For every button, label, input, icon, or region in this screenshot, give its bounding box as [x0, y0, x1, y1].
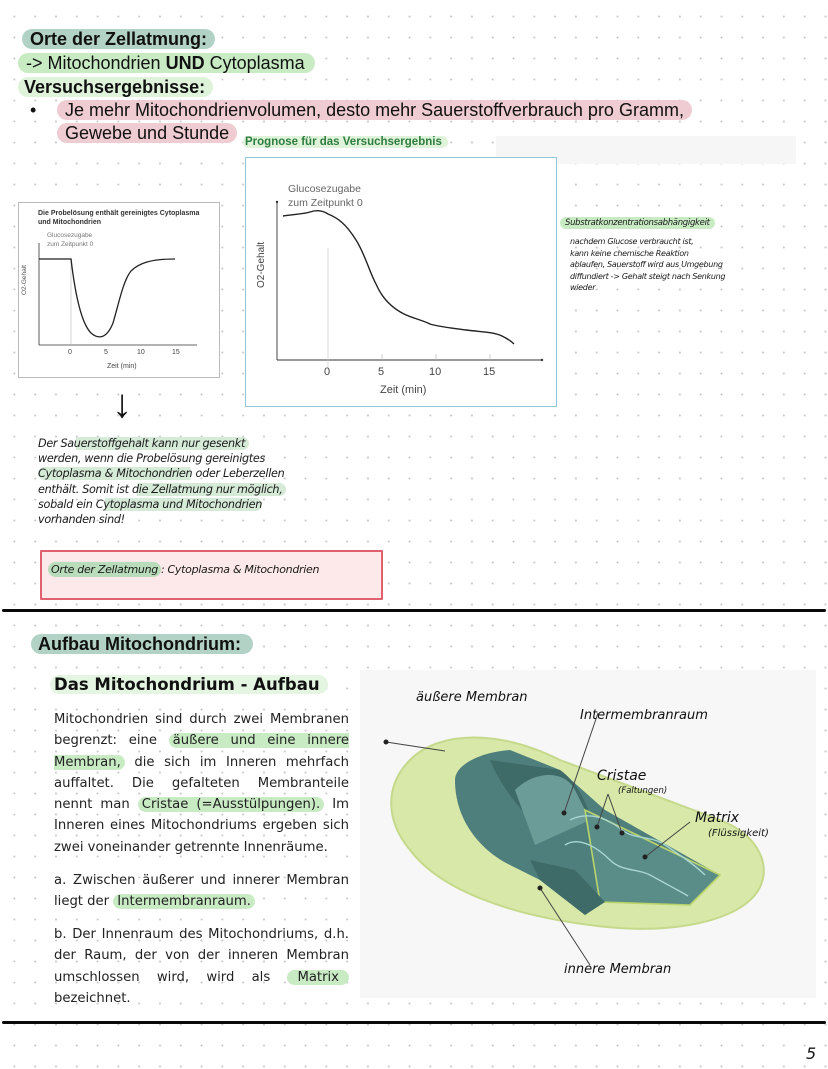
side-note-title: Substratkonzentrationsabhängigkeit	[560, 217, 715, 229]
chart-small	[18, 202, 220, 378]
text: a. Zwischen äußerer und innerer Membran liegt der	[54, 873, 349, 910]
result-line-2: Gewebe und Stunde	[57, 123, 237, 143]
chart-prediction	[245, 157, 557, 407]
tick-10: 10	[137, 349, 145, 356]
side-note-body	[570, 236, 790, 294]
result-line-1-wrap	[57, 98, 692, 122]
conclusion-line: Cytoplasma & Mitochondrien oder Leberzellen	[38, 467, 285, 481]
summary-label: Orte der Zellatmung	[48, 562, 161, 577]
highlight-cristae: Cristae (=Ausstülpungen).	[138, 797, 324, 812]
label-cristae: Cristae	[597, 768, 647, 784]
text: Mitochondrien sind durch zwei Membranen begrenzt: eine	[54, 712, 349, 749]
section2-heading: Aufbau Mitochondrium:	[31, 634, 253, 654]
result-line-2-wrap	[57, 121, 237, 145]
answer-line	[18, 52, 315, 75]
answer-suffix: Cytoplasma	[204, 53, 305, 73]
side-note-line: diffundiert -> Gehalt steigt nach Senkung	[570, 271, 726, 281]
answer-bold: UND	[165, 53, 205, 73]
conclusion-line: Der Sauerstoffgehalt kann nur gesenkt	[38, 436, 378, 451]
book-title-wrap	[50, 673, 328, 697]
prediction-label: Prognose für das Versuchsergebnis	[243, 136, 448, 148]
side-note-line: nachdem Glucose verbraucht ist,	[570, 237, 694, 246]
summary-content	[48, 563, 319, 576]
section1-heading-wrap	[22, 28, 215, 51]
chart-prediction-ylabel: O2-Gehalt	[256, 241, 267, 288]
summary-value: Cytoplasma & Mitochondrien	[167, 563, 320, 576]
bullet: •	[30, 100, 37, 120]
book-paragraph-3	[54, 924, 349, 1009]
text: die sich im Inneren mehrfach auffaltet. Die gefalteten Membranteile nennt man	[54, 754, 349, 813]
label-inner-membrane: innere Membran	[564, 962, 672, 977]
side-note-line: kann keine chemische Reaktion	[570, 248, 689, 258]
down-arrow-icon: ↓	[112, 382, 132, 426]
side-note-line: ablaufen, Sauerstoff wird aus Umgebung	[570, 260, 723, 269]
result-line-1: Je mehr Mitochondrienvolumen, desto mehr Sauerstoffverbrauch pro Gramm,	[57, 100, 692, 120]
prediction-label-wrap	[243, 136, 448, 148]
chart-small-title: Die Probelösung enthält gereinigtes Cytoplasma und Mitochondrien	[38, 210, 200, 226]
highlight-matrix: Matrix	[287, 970, 349, 985]
side-note-line: wieder	[570, 283, 596, 292]
text: Im Inneren eines Mitochondriums ergeben sich zwei voneinander getrennte Innenräume.	[54, 797, 349, 855]
chart-prediction-plot	[246, 158, 556, 406]
annotation-line2: zum Zeitpunkt 0	[47, 241, 94, 248]
highlight-membranes: äußere und eine innere Membran,	[54, 733, 349, 770]
chart-small-xlabel: Zeit (min)	[107, 363, 137, 370]
annotation-line1: Glucosezugabe	[47, 232, 93, 239]
tick-15: 15	[483, 366, 496, 378]
label-intermembrane-space: Intermembranraum	[580, 708, 708, 723]
label-outer-membrane: äußere Membran	[416, 690, 528, 705]
chart-small-ylabel: O2-Gehalt	[21, 265, 28, 295]
section2-heading-wrap	[31, 632, 253, 656]
book-paragraph-1	[54, 709, 349, 858]
tick-5: 5	[104, 349, 108, 356]
results-heading: Versuchsergebnisse:	[18, 77, 213, 97]
text: b. Der Innenraum des Mitochondriums, d.h. der Raum, der von der inneren Membran umschlossen wird, wird als	[54, 927, 349, 985]
tick-10: 10	[429, 366, 442, 378]
label-matrix-sub: (Flüssigkeit)	[708, 828, 769, 839]
section-divider	[2, 1021, 826, 1024]
book-paragraph-2	[54, 870, 349, 913]
conclusion-line: vorhanden sind!	[38, 513, 125, 527]
section-divider	[2, 609, 826, 612]
summary-colon: :	[160, 563, 165, 576]
highlight-intermembrane: Intermembranraum.	[113, 894, 255, 909]
results-heading-wrap	[18, 76, 213, 99]
tick-0: 0	[324, 366, 331, 378]
tick-15: 15	[172, 349, 180, 356]
annotation-line1: Glucosezugabe	[288, 183, 361, 195]
chart-prediction-xlabel: Zeit (min)	[380, 384, 427, 396]
mitochondrion-diagram	[360, 670, 816, 998]
tick-5: 5	[378, 366, 385, 378]
text: bezeichnet.	[54, 990, 131, 1006]
book-title: Das Mitochondrium - Aufbau	[50, 675, 328, 694]
conclusion-text	[38, 436, 378, 527]
tick-0: 0	[68, 349, 72, 356]
page-number: 5	[806, 1044, 816, 1063]
conclusion-line: werden, wenn die Probelösung gereinigtes	[38, 452, 266, 466]
summary-box	[40, 550, 383, 600]
side-note-title-wrap	[560, 212, 715, 230]
conclusion-line: sobald ein Cytoplasma und Mitochondrien	[38, 497, 262, 511]
section1-heading: Orte der Zellatmung:	[22, 29, 215, 49]
label-matrix: Matrix	[695, 810, 740, 826]
label-cristae-sub: (Faltungen)	[618, 786, 668, 796]
annotation-line2: zum Zeitpunkt 0	[288, 197, 363, 209]
answer-prefix: -> Mitochondrien	[26, 53, 166, 73]
chart-small-plot	[19, 203, 219, 377]
conclusion-line: enthält. Somit ist die Zellatmung nur möglich,	[38, 482, 378, 497]
